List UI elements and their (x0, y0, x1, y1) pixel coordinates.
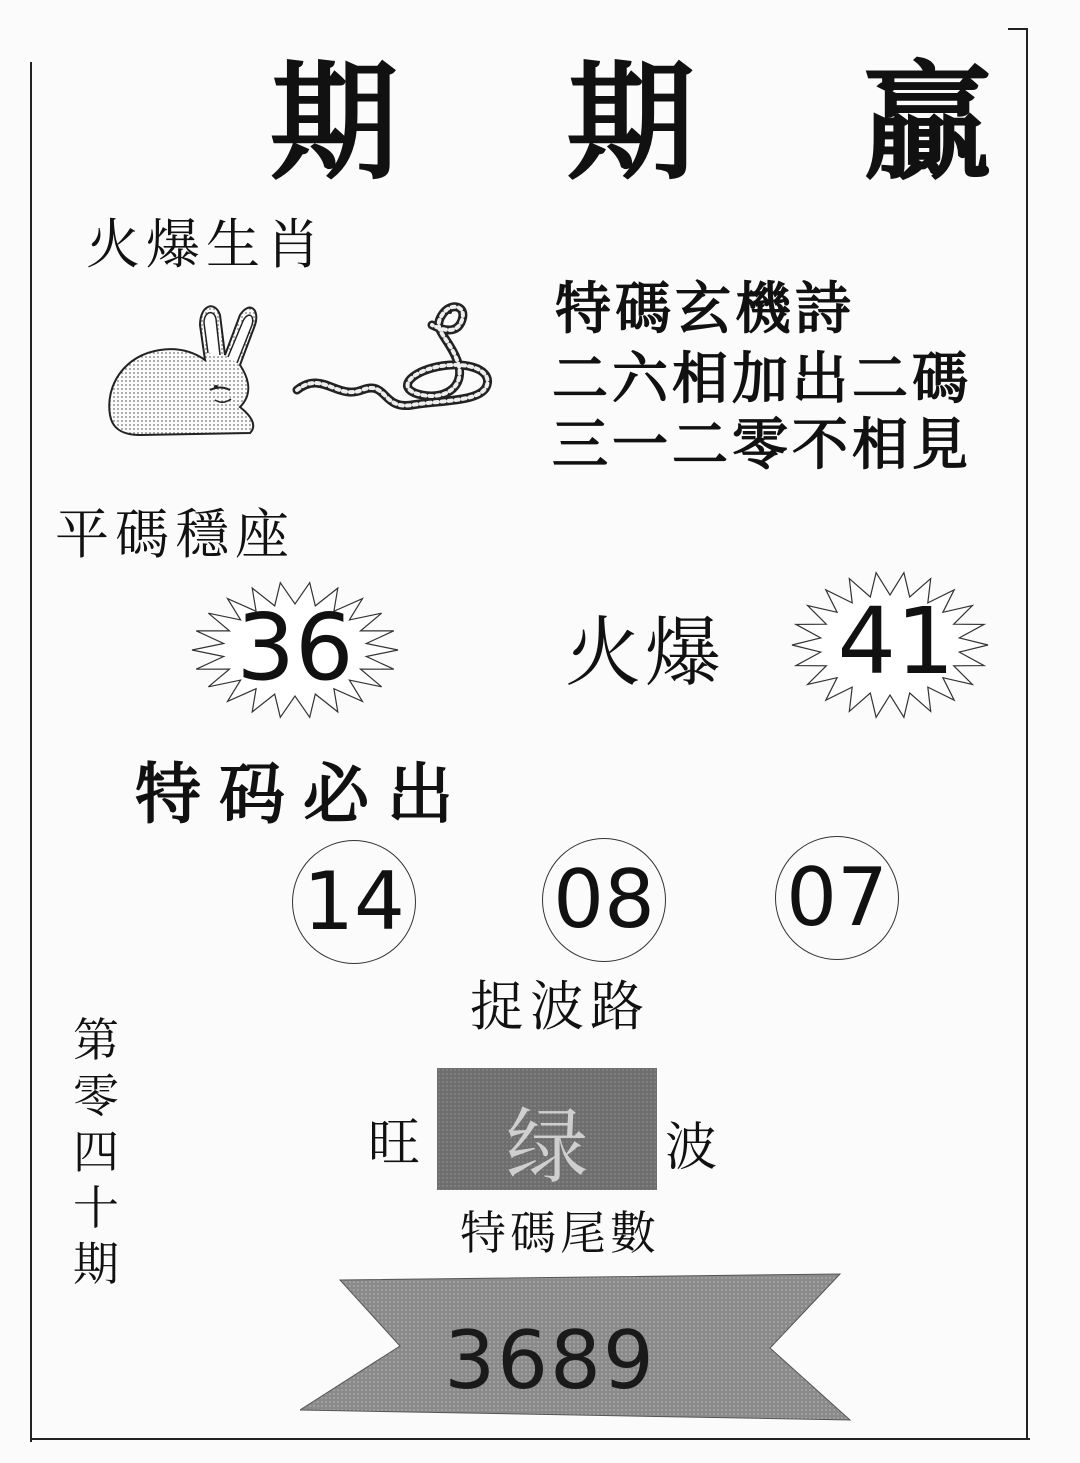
hot-number-burst (790, 570, 990, 720)
border-bottom (30, 1438, 1030, 1440)
hot-number-value: 41 (837, 588, 955, 695)
wave-suffix: 波 (665, 1118, 718, 1178)
special-number: 14 (292, 840, 416, 964)
wave-label: 捉波路 (470, 975, 650, 1038)
border-left (30, 62, 32, 1442)
flat-number-burst (190, 580, 400, 720)
flat-number-value: 36 (236, 594, 354, 701)
rabbit-icon (100, 295, 270, 445)
special-must-label: 特码必出 (135, 756, 471, 833)
hot-zodiac-label: 火爆生肖 (86, 213, 326, 276)
special-number: 08 (542, 838, 666, 962)
poem-title: 特碼玄機詩 (555, 277, 855, 342)
wave-color: 绿 (505, 1100, 588, 1195)
tail-value: 3689 (444, 1314, 656, 1407)
poem-line: 三一二零不相見 (552, 413, 972, 478)
hot-number-label: 火爆 (565, 608, 725, 697)
snake-icon (292, 290, 502, 430)
wave-prefix: 旺 (368, 1114, 421, 1174)
poster-title: 期 期 贏 (270, 49, 1054, 198)
poem-line: 二六相加出二碼 (552, 347, 972, 412)
border-right (1026, 28, 1028, 1440)
flat-number-label: 平碼穩座 (55, 503, 295, 566)
wave-color-box (437, 1068, 657, 1195)
special-number: 07 (775, 836, 899, 960)
tail-label: 特碼尾數 (460, 1206, 660, 1260)
issue-number: 第零四十期 (73, 1013, 119, 1291)
border-corner (1008, 28, 1028, 30)
